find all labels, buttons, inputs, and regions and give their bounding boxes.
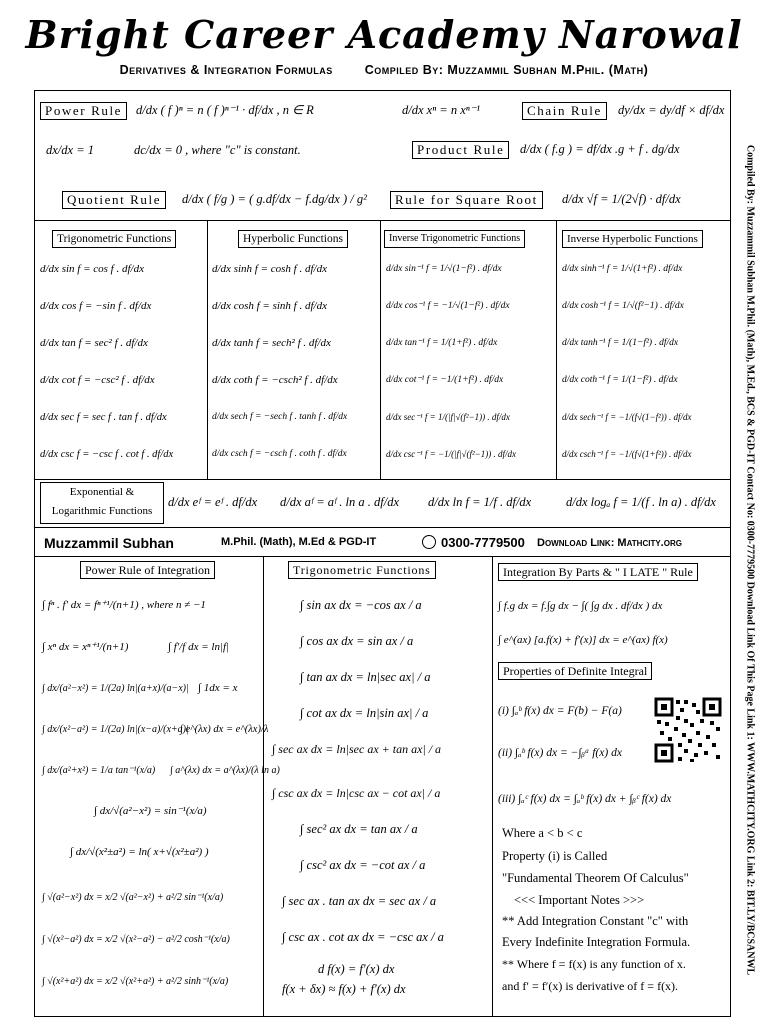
derivative-item: d/dx sinh f = cosh f . df/dx <box>212 263 327 275</box>
integral-item: ∫ csc² ax dx = −cot ax / a <box>300 858 426 872</box>
product-rule-formula: d/dx ( f.g ) = df/dx .g + f . dg/dx <box>520 142 680 156</box>
integral-item: ∫ e^(ax) [a.f(x) + f′(x)] dx = e^(ax) f(x) <box>498 634 668 646</box>
integral-item: ∫ sec ax . tan ax dx = sec ax / a <box>282 894 437 908</box>
power-rule-formula: d/dx ( f )ⁿ = n ( f )ⁿ⁻¹ · df/dx , n ∈ R <box>136 103 314 117</box>
divider <box>380 220 381 479</box>
derivative-item: d/dx cot⁻¹ f = −1/(1+f²) . df/dx <box>386 375 504 385</box>
derivative-item: d/dx sin⁻¹ f = 1/√(1−f²) . df/dx <box>386 264 502 274</box>
derivative-item: d/dx cosh f = sinh f . df/dx <box>212 300 327 312</box>
exp-derivative: d/dx aᶠ = aᶠ . ln a . df/dx <box>280 495 400 509</box>
derivative-item: d/dx coth f = −csch² f . df/dx <box>212 374 338 386</box>
xn-rule: d/dx xⁿ = n xⁿ⁻¹ <box>402 103 481 117</box>
definite-integral-title: Properties of Definite Integral <box>498 662 652 680</box>
integral-item: ∫ √(x²−a²) dx = x/2 √(x²−a²) − a²/2 cosh⁻¹(x/a) <box>42 934 230 945</box>
integral-item: ∫ fⁿ . f′ dx = fⁿ⁺¹/(n+1) , where n ≠ −1 <box>42 599 206 611</box>
inverse-trig-title: Inverse Trigonometric Functions <box>384 230 525 248</box>
page-title: Bright Career Academy Narowal <box>25 12 743 57</box>
definite-property: (i) ∫ₐᵇ f(x) dx = F(b) − F(a) <box>498 705 622 717</box>
note-line: Every Indefinite Integration Formula. <box>502 935 691 949</box>
sqrt-rule-formula: d/dx √f = 1/(2√f) · df/dx <box>562 192 681 206</box>
integral-item: ∫ dx/(a²+x²) = 1/a tan⁻¹(x/a) <box>42 765 156 776</box>
inverse-hyperbolic-title: Inverse Hyperbolic Functions <box>562 230 703 248</box>
derivative-item: d/dx sech⁻¹ f = −1/(f√(1−f²)) . df/dx <box>562 412 692 422</box>
trig-integration-title: Trigonometric Functions <box>288 561 436 579</box>
author-quals: M.Phil. (Math), M.Ed & PGD-IT <box>221 536 377 548</box>
integral-item: ∫ dx/(a²−x²) = 1/(2a) ln|(a+x)/(a−x)| <box>42 683 189 694</box>
divider <box>34 220 731 221</box>
derivative-item: d/dx csc f = −csc f . cot f . df/dx <box>40 449 174 460</box>
note-line: ** Where f = f(x) is any function of x. <box>502 957 686 971</box>
divider <box>492 556 493 1017</box>
integral-item: ∫ dx/(x²−a²) = 1/(2a) ln|(x−a)/(x+a)| <box>42 724 189 735</box>
power-integration-title: Power Rule of Integration <box>80 561 215 579</box>
note-line: Property (i) is Called <box>502 849 608 863</box>
derivative-item: d/dx csch⁻¹ f = −1/(f√(1+f²)) . df/dx <box>562 449 692 459</box>
integral-item: ∫ f′/f dx = ln|f| <box>168 641 230 653</box>
integration-parts-title: Integration By Parts & " I LATE " Rule <box>498 563 698 581</box>
integral-item: ∫ csc ax dx = ln|csc ax − cot ax| / a <box>272 786 441 800</box>
divider <box>207 220 208 479</box>
note-line: Where a < b < c <box>502 826 583 840</box>
derivative-item: d/dx tan f = sec² f . df/dx <box>40 337 148 349</box>
phone-icon <box>422 535 436 549</box>
derivative-item: d/dx tan⁻¹ f = 1/(1+f²) . df/dx <box>386 338 498 348</box>
trig-functions-title: Trigonometric Functions <box>52 230 176 248</box>
derivative-item: d/dx coth⁻¹ f = 1/(1−f²) . df/dx <box>562 375 678 385</box>
integral-item: ∫ xⁿ dx = xⁿ⁺¹/(n+1) <box>42 641 129 653</box>
side-credits: Compiled By: Muzzammil Subhan M.Phil. (Math), M.Ed., BCS & PGD-IT Contact No: 0300-7779500 Download Link Of This Page Link 1: WWW.MATHCITY.ORG Link 2: BIT.LY/BCSANWL <box>744 144 756 976</box>
chain-rule-label: Chain Rule <box>522 102 607 120</box>
derivative-item: d/dx csch f = −csch f . coth f . df/dx <box>212 449 347 459</box>
subtitle-left: Derivatives & Integration Formulas <box>119 63 333 77</box>
download-link: Download Link: Mathcity.org <box>537 537 682 549</box>
derivative-item: d/dx cos⁻¹ f = −1/√(1−f²) . df/dx <box>386 301 510 311</box>
exp-derivative: d/dx eᶠ = eᶠ . df/dx <box>168 495 258 509</box>
integral-item: ∫ √(x²+a²) dx = x/2 √(x²+a²) + a²/2 sinh⁻¹(x/a) <box>42 976 229 987</box>
integral-item: ∫ tan ax dx = ln|sec ax| / a <box>300 670 431 684</box>
derivative-item: d/dx cosh⁻¹ f = 1/√(f²−1) . df/dx <box>562 301 684 311</box>
phone-number: 0300-7779500 <box>441 535 525 550</box>
qr-code <box>654 697 722 763</box>
derivative-item: d/dx cot f = −csc² f . df/dx <box>40 374 155 386</box>
divider <box>263 556 264 1017</box>
chain-rule-formula: dy/dx = dy/df × df/dx <box>618 103 725 117</box>
derivative-item: d/dx tanh⁻¹ f = 1/(1−f²) . df/dx <box>562 338 679 348</box>
integral-item: f(x + δx) ≈ f(x) + f′(x) dx <box>282 982 406 996</box>
power-rule-label: Power Rule <box>40 102 127 120</box>
definite-property: (iii) ∫ₐᶜ f(x) dx = ∫ₐᵇ f(x) dx + ∫ᵦᶜ f(x) dx <box>498 793 672 805</box>
integral-item: ∫ 1dx = x <box>198 682 238 694</box>
subtitle <box>0 63 768 77</box>
author-name: Muzzammil Subhan <box>44 535 174 551</box>
integral-item: ∫ dx/√(a²−x²) = sin⁻¹(x/a) <box>94 805 207 817</box>
derivative-item: d/dx sinh⁻¹ f = 1/√(1+f²) . df/dx <box>562 264 683 274</box>
derivative-item: d/dx tanh f = sech² f . df/dx <box>212 337 331 349</box>
note-line: <<< Important Notes >>> <box>514 893 645 907</box>
divider <box>34 479 731 480</box>
quotient-rule-label: Quotient Rule <box>62 191 166 209</box>
integral-item: d f(x) = f′(x) dx <box>318 962 395 976</box>
note-line: "Fundamental Theorem Of Calculus" <box>502 871 689 885</box>
exponential-label: Exponential & Logarithmic Functions <box>40 482 164 524</box>
hyperbolic-functions-title: Hyperbolic Functions <box>238 230 348 248</box>
quotient-rule-formula: d/dx ( f/g ) = ( g.df/dx − f.dg/dx ) / g² <box>182 192 367 206</box>
exp-derivative: d/dx ln f = 1/f . df/dx <box>428 495 532 509</box>
definite-property: (ii) ∫ₐᵇ f(x) dx = −∫ᵦᵃ f(x) dx <box>498 747 622 759</box>
derivative-item: d/dx sech f = −sech f . tanh f . df/dx <box>212 412 348 422</box>
integral-item: ∫ sec² ax dx = tan ax / a <box>300 822 418 836</box>
integral-item: ∫ e^(λx) dx = e^(λx)/λ <box>180 724 269 735</box>
derivative-item: d/dx sin f = cos f . df/dx <box>40 263 144 275</box>
note-line: and f′ = f′(x) is derivative of f = f(x). <box>502 979 679 993</box>
subtitle-right: Compiled By: Muzzammil Subhan M.Phil. (Math) <box>364 63 649 77</box>
derivative-item: d/dx sec f = sec f . tan f . df/dx <box>40 412 167 423</box>
divider <box>556 220 557 479</box>
dxdx-rule: dx/dx = 1 <box>46 143 95 157</box>
integral-item: ∫ sec ax dx = ln|sec ax + tan ax| / a <box>272 742 442 756</box>
derivative-item: d/dx csc⁻¹ f = −1/(|f|√(f²−1)) . df/dx <box>386 449 516 459</box>
exp-derivative: d/dx logₐ f = 1/(f . ln a) . df/dx <box>566 495 716 509</box>
integral-item: ∫ a^(λx) dx = a^(λx)/(λ ln a) <box>170 765 280 776</box>
constant-rule: dc/dx = 0 , where "c" is constant. <box>134 143 301 157</box>
integral-item: ∫ dx/√(x²±a²) = ln( x+√(x²±a²) ) <box>70 846 209 858</box>
integral-item: ∫ cot ax dx = ln|sin ax| / a <box>300 706 429 720</box>
derivative-item: d/dx sec⁻¹ f = 1/(|f|√(f²−1)) . df/dx <box>386 412 510 422</box>
integral-item: ∫ cos ax dx = sin ax / a <box>300 634 414 648</box>
integral-item: ∫ csc ax . cot ax dx = −csc ax / a <box>282 930 444 944</box>
note-line: ** Add Integration Constant "c" with <box>502 914 689 928</box>
integral-item: ∫ √(a²−x²) dx = x/2 √(a²−x²) + a²/2 sin⁻¹(x/a) <box>42 892 224 903</box>
sqrt-rule-label: Rule for Square Root <box>390 191 543 209</box>
divider <box>34 556 731 557</box>
product-rule-label: Product Rule <box>412 141 509 159</box>
derivative-item: d/dx cos f = −sin f . df/dx <box>40 300 152 312</box>
integral-item: ∫ sin ax dx = −cos ax / a <box>300 598 422 612</box>
integral-item: ∫ f.g dx = f.∫g dx − ∫( ∫g dx . df/dx ) dx <box>498 600 663 612</box>
divider <box>34 527 731 528</box>
author-bar <box>34 529 731 555</box>
